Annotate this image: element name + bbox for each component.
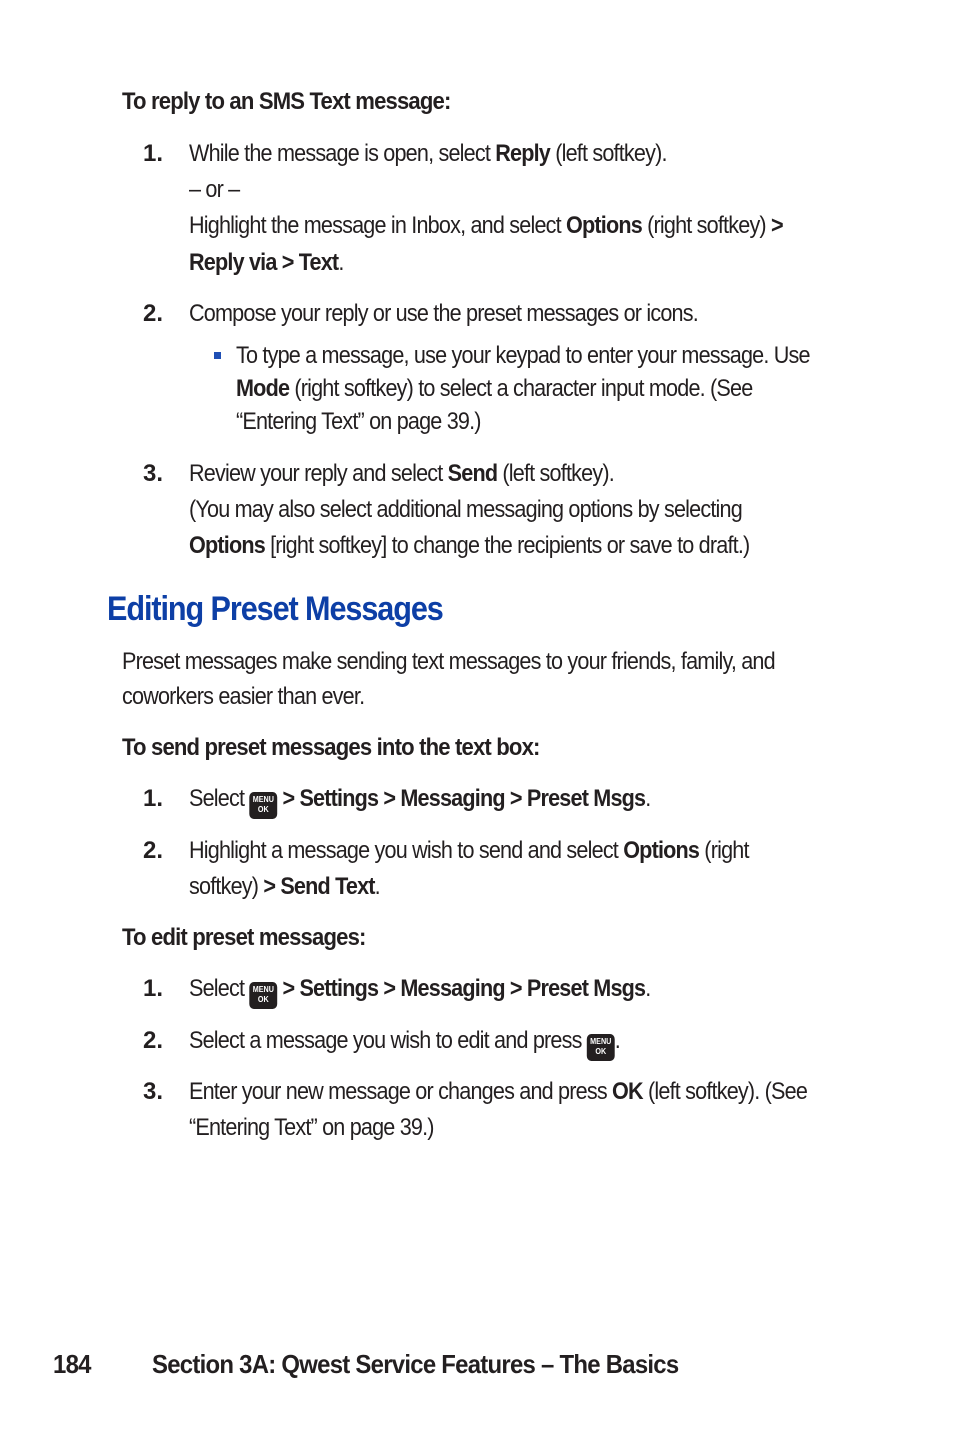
step-number: 2. [143, 300, 164, 327]
step-text: Select a message you wish to edit and press MENU OK . [189, 1027, 620, 1061]
step-text: Select MENU OK > Settings > Messaging > Preset Msgs. [189, 975, 650, 1009]
section-title: Editing Preset Messages [107, 590, 443, 628]
menu-ok-key-icon: MENU OK [587, 1034, 615, 1061]
page-number: 184 [53, 1349, 91, 1379]
reply-heading: To reply to an SMS Text message: [122, 88, 451, 115]
step-text: While the message is open, select Reply (left softkey). [189, 140, 667, 167]
intro-text: Preset messages make sending text messages to your friends, family, and [122, 648, 775, 675]
step-text: Select MENU OK > Settings > Messaging > Preset Msgs. [189, 785, 650, 819]
bullet-text: To type a message, use your keypad to enter your message. Use [236, 342, 810, 369]
step-text: “Entering Text” on page 39.) [189, 1114, 434, 1141]
step-number: 2. [143, 837, 164, 864]
step-number: 1. [143, 140, 164, 167]
bullet-text: Mode (right softkey) to select a character input mode. (See [236, 375, 753, 402]
step-number: 1. [143, 975, 164, 1002]
bullet-marker [214, 352, 221, 359]
send-heading: To send preset messages into the text box: [122, 734, 540, 761]
step-text: Review your reply and select Send (left softkey). [189, 460, 614, 487]
step-text: Reply via > Text. [189, 249, 344, 276]
step-number: 3. [143, 460, 164, 487]
edit-heading: To edit preset messages: [122, 924, 366, 951]
footer-section-title: Section 3A: Qwest Service Features – The Basics [152, 1349, 679, 1379]
step-text: Highlight the message in Inbox, and select Options (right softkey) > [189, 212, 783, 239]
step-number: 1. [143, 785, 164, 812]
step-number: 2. [143, 1027, 164, 1054]
step-number: 3. [143, 1078, 164, 1105]
step-text: Compose your reply or use the preset messages or icons. [189, 300, 698, 327]
or-separator: – or – [189, 176, 240, 203]
bullet-text: “Entering Text” on page 39.) [236, 408, 481, 435]
intro-text: coworkers easier than ever. [122, 683, 365, 710]
step-text: Highlight a message you wish to send and select Options (right [189, 837, 749, 864]
menu-ok-key-icon: MENU OK [249, 982, 277, 1009]
step-text: softkey) > Send Text. [189, 873, 380, 900]
step-text: Options [right softkey] to change the recipients or save to draft.) [189, 532, 750, 559]
step-text: (You may also select additional messaging options by selecting [189, 496, 742, 523]
step-text: Enter your new message or changes and press OK (left softkey). (See [189, 1078, 808, 1105]
menu-ok-key-icon: MENU OK [249, 792, 277, 819]
